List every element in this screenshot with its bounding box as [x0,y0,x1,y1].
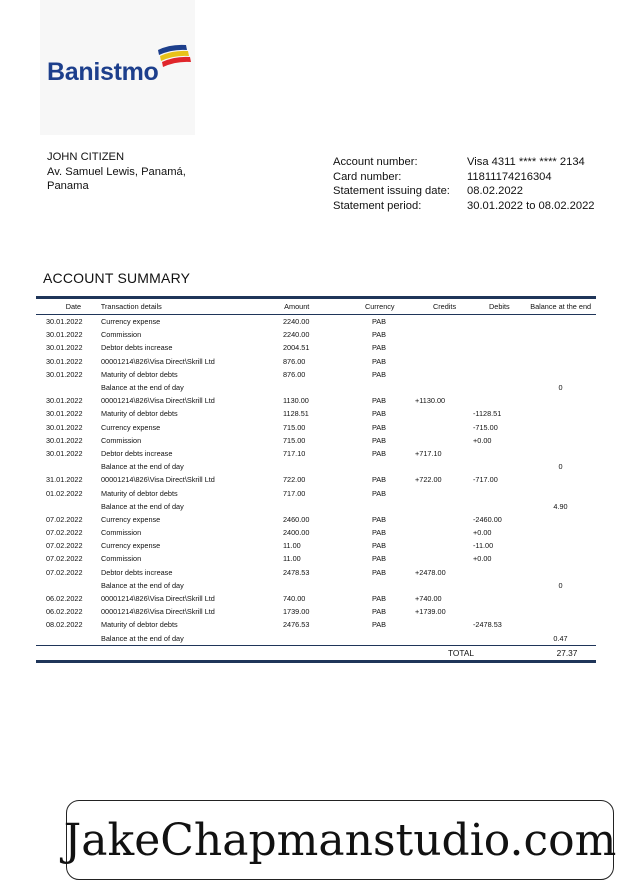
cell-debits: -2478.53 [473,620,502,630]
table-bottom-rule [36,660,596,663]
header-details: Transaction details [100,302,162,311]
cell-date: 30.01.2022 [46,330,83,340]
cell-balance: 0 [558,580,563,590]
cell-details: Commission [101,330,142,340]
cell-details: Balance at the end of day [101,501,184,511]
table-row [36,381,596,394]
customer-block [47,150,186,194]
cell-date: 06.02.2022 [46,607,83,617]
summary-title: ACCOUNT SUMMARY [43,270,191,286]
header-balance: Balance at the end [530,302,592,311]
table-row [36,434,596,447]
watermark: JakeChapmanstudio.com [66,800,614,880]
cell-details: Maturity of debtor debts [101,620,178,630]
cell-credits: +717.10 [415,448,442,458]
cell-amount: 715.00 [283,422,306,432]
cell-currency: PAB [371,475,387,485]
account-row [333,184,595,199]
total-value: 27.37 [556,647,578,658]
account-value: 08.02.2022 [467,185,523,197]
table-row [36,328,596,341]
cell-amount: 2478.53 [283,567,310,577]
cell-details: 00001214\826\Visa Direct\Skrill Ltd [101,396,215,406]
cell-details: 00001214\826\Visa Direct\Skrill Ltd [101,594,215,604]
cell-currency: PAB [371,343,387,353]
table-row [36,618,596,631]
table-header [36,299,596,315]
cell-date: 06.02.2022 [46,594,83,604]
cell-currency: PAB [371,620,387,630]
table-row [36,473,596,486]
cell-currency: PAB [371,396,387,406]
cell-amount: 2004.51 [283,343,310,353]
cell-date: 07.02.2022 [46,528,83,538]
cell-date: 30.01.2022 [46,369,83,379]
cell-currency: PAB [371,448,387,458]
account-value: 30.01.2022 to 08.02.2022 [467,199,595,212]
cell-currency: PAB [371,514,387,524]
cell-date: 30.01.2022 [46,356,83,366]
account-label: Statement issuing date: [333,185,450,197]
cell-amount: 2240.00 [283,330,310,340]
cell-currency: PAB [371,409,387,419]
table-row [36,592,596,605]
cell-date: 30.01.2022 [46,343,83,353]
account-label: Card number: [333,170,402,183]
table-row [36,605,596,618]
table-row [36,421,596,434]
cell-currency: PAB [371,369,387,379]
cell-date: 01.02.2022 [46,488,83,498]
table-row [36,632,596,645]
cell-amount: 2476.53 [283,620,310,630]
cell-currency: PAB [371,554,387,564]
total-label: TOTAL [448,647,474,658]
cell-amount: 2240.00 [283,317,310,327]
account-label: Account number: [333,156,418,168]
table-row [36,526,596,539]
cell-details: Debtor debts increase [101,343,173,353]
bank-logo [40,0,195,135]
cell-credits: +722.00 [415,475,442,485]
cell-amount: 11.00 [283,554,301,564]
cell-details: Currency expense [101,514,161,524]
cell-currency: PAB [371,435,387,445]
customer-address-line2: Panama [47,180,89,192]
cell-details: Debtor debts increase [101,448,173,458]
cell-amount: 1739.00 [283,607,310,617]
cell-debits: -2460.00 [473,514,502,524]
cell-debits: -715.00 [473,422,498,432]
table-row [36,513,596,526]
cell-balance: 0.47 [553,633,568,643]
cell-details: Balance at the end of day [101,633,184,643]
cell-details: Balance at the end of day [101,462,184,472]
header-date: Date [65,302,82,311]
cell-details: Maturity of debtor debts [101,369,178,379]
cell-amount: 2400.00 [283,528,310,538]
account-value: 11811174216304 [467,170,552,183]
cell-currency: PAB [371,317,387,327]
account-label: Statement period: [333,199,422,212]
cell-credits: +1130.00 [415,396,446,406]
cell-details: Commission [101,528,142,538]
cell-currency: PAB [371,528,387,538]
cell-credits: +2478.00 [415,567,446,577]
table-row [36,355,596,368]
cell-details: Currency expense [101,541,161,551]
cell-amount: 717.10 [283,448,306,458]
account-value: Visa 4311 **** **** 2134 [467,156,585,168]
cell-currency: PAB [371,488,387,498]
cell-currency: PAB [371,330,387,340]
cell-details: Currency expense [101,317,161,327]
table-body [36,315,596,645]
table-row [36,566,596,579]
header-credits: Credits [432,302,457,311]
cell-date: 30.01.2022 [46,422,83,432]
cell-date: 30.01.2022 [46,435,83,445]
table-row [36,368,596,381]
cell-date: 08.02.2022 [46,620,83,630]
cell-currency: PAB [371,356,387,366]
cell-amount: 876.00 [283,369,306,379]
cell-date: 07.02.2022 [46,554,83,564]
cell-credits: +1739.00 [415,607,446,617]
table-row [36,341,596,354]
cell-date: 30.01.2022 [46,317,83,327]
table-row [36,579,596,592]
cell-debits: -717.00 [473,475,498,485]
cell-amount: 722.00 [283,475,306,485]
cell-date: 30.01.2022 [46,396,83,406]
cell-date: 07.02.2022 [46,541,83,551]
cell-details: 00001214\826\Visa Direct\Skrill Ltd [101,607,215,617]
table-row [36,315,596,328]
cell-details: Currency expense [101,422,161,432]
header-currency: Currency [364,302,395,311]
cell-debits: +0.00 [473,554,492,564]
cell-amount: 876.00 [283,356,306,366]
bank-name: Banistmo [47,58,159,86]
account-row [333,199,595,214]
cell-date: 30.01.2022 [46,409,83,419]
cell-date: 07.02.2022 [46,567,83,577]
cell-balance: 0 [558,383,563,393]
cell-details: 00001214\826\Visa Direct\Skrill Ltd [101,475,215,485]
cell-details: Balance at the end of day [101,580,184,590]
cell-credits: +740.00 [415,594,442,604]
table-row [36,552,596,565]
cell-balance: 4.90 [553,501,568,511]
cell-debits: -1128.51 [473,409,502,419]
cell-debits: +0.00 [473,528,492,538]
cell-currency: PAB [371,541,387,551]
header-debits: Debits [489,302,510,311]
table-row [36,486,596,499]
cell-details: Commission [101,554,142,564]
cell-details: Balance at the end of day [101,383,184,393]
customer-address-line1: Av. Samuel Lewis, Panamá, [47,165,186,178]
account-details [333,155,595,213]
cell-currency: PAB [371,422,387,432]
cell-currency: PAB [371,567,387,577]
transactions-table [36,296,596,663]
table-row [36,394,596,407]
cell-amount: 740.00 [283,594,306,604]
cell-debits: +0.00 [473,435,492,445]
total-row [36,646,596,660]
cell-details: Maturity of debtor debts [101,409,178,419]
customer-name: JOHN CITIZEN [47,151,125,163]
table-row [36,407,596,420]
cell-amount: 1130.00 [283,396,309,406]
cell-date: 07.02.2022 [46,514,83,524]
cell-balance: 0 [558,462,563,472]
account-row [333,155,595,170]
cell-amount: 717.00 [283,488,306,498]
cell-amount: 2460.00 [283,514,310,524]
cell-amount: 11.00 [283,541,301,551]
cell-details: Commission [101,435,142,445]
header-amount: Amount [284,302,310,311]
cell-date: 31.01.2022 [46,475,83,485]
cell-amount: 1128.51 [283,409,309,419]
table-row [36,500,596,513]
cell-currency: PAB [371,594,387,604]
table-row [36,460,596,473]
cell-details: 00001214\826\Visa Direct\Skrill Ltd [101,356,215,366]
account-row [333,170,595,185]
table-row [36,539,596,552]
cell-details: Maturity of debtor debts [101,488,178,498]
cell-currency: PAB [371,607,387,617]
cell-details: Debtor debts increase [101,567,173,577]
table-row [36,447,596,460]
cell-date: 30.01.2022 [46,448,83,458]
cell-debits: -11.00 [473,541,494,551]
cell-amount: 715.00 [283,435,306,445]
